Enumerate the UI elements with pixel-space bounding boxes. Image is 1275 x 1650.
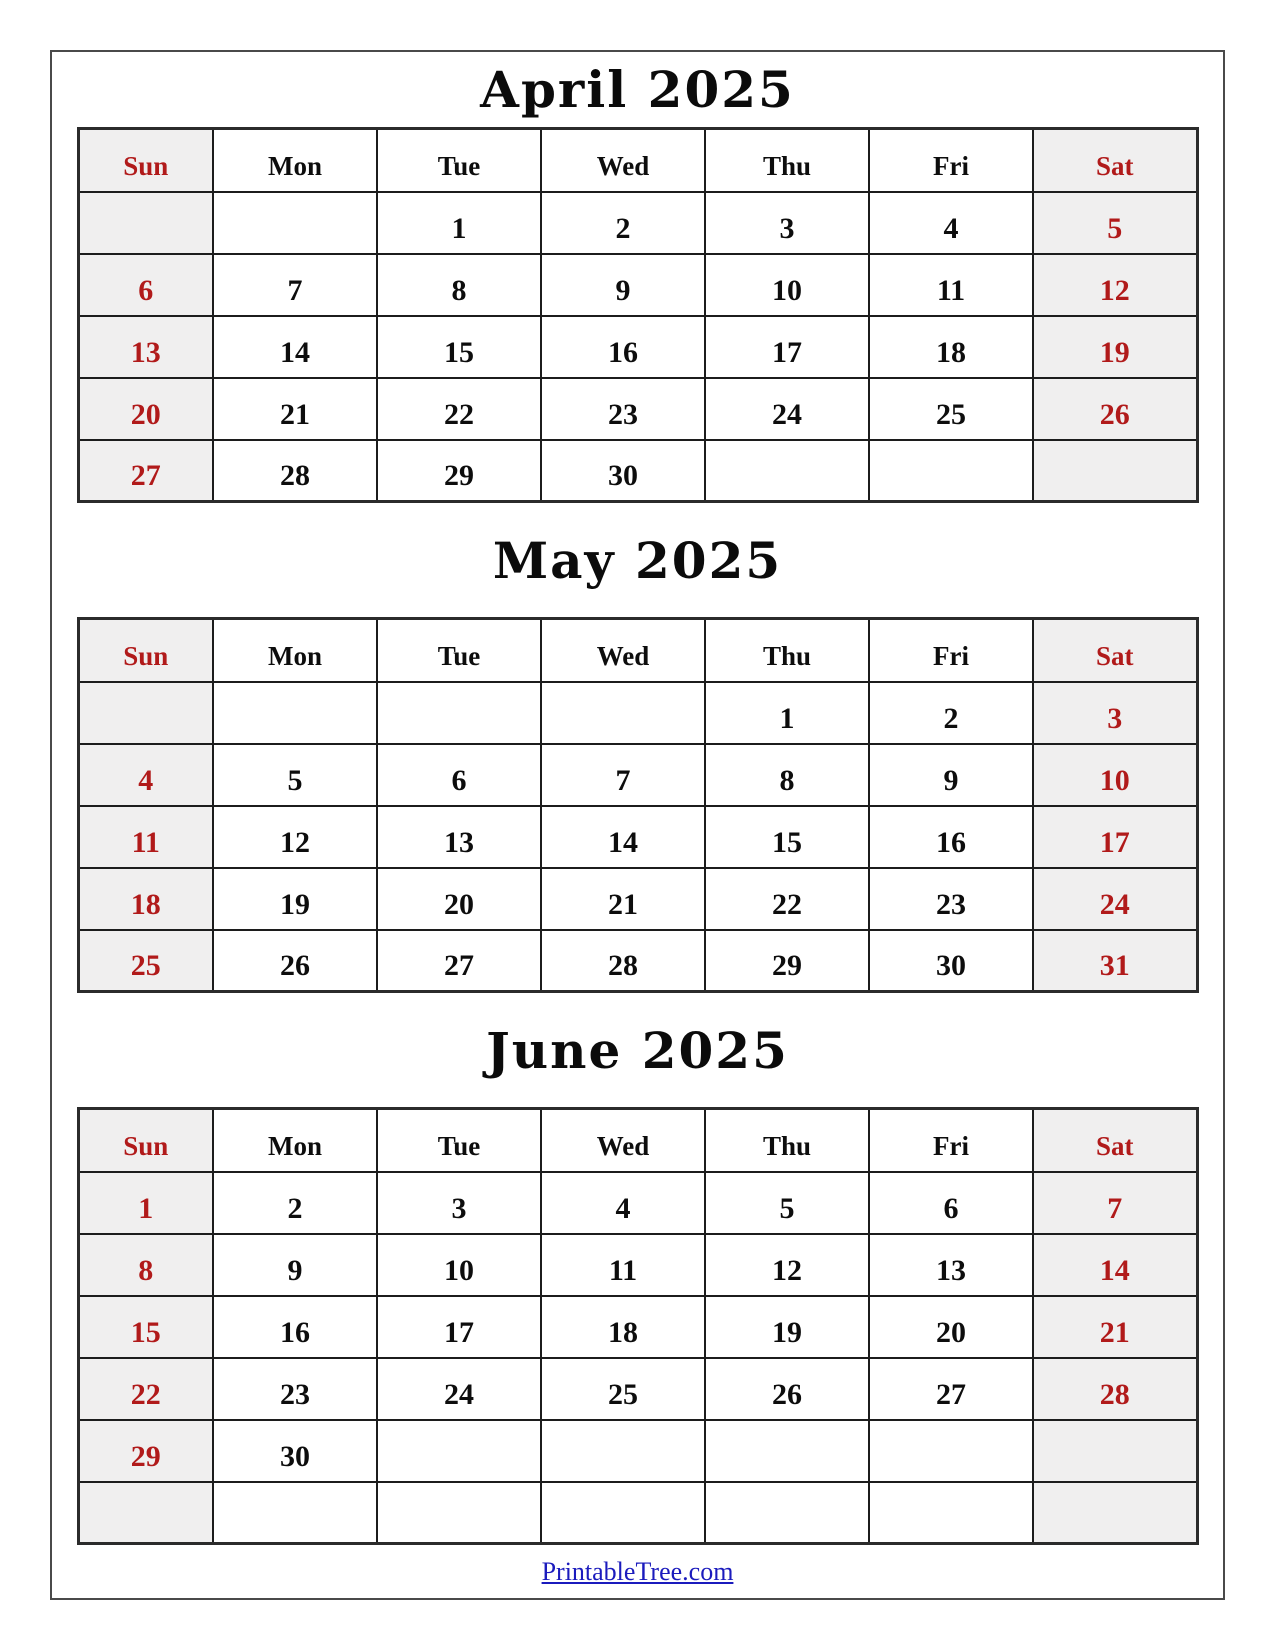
empty-day-cell [78,1482,213,1544]
day-cell: 15 [705,806,869,868]
week-row [78,1482,1197,1544]
week-row [78,254,1197,316]
day-cell: 19 [1033,316,1197,378]
day-cell: 27 [377,930,541,992]
day-cell: 24 [705,378,869,440]
day-cell: 28 [1033,1358,1197,1420]
day-cell: 16 [213,1296,377,1358]
weekday-header-tue: Tue [377,129,541,192]
day-cell: 5 [1033,192,1197,254]
day-cell: 27 [78,440,213,502]
weekday-header-sun: Sun [78,619,213,682]
weekday-header-sat: Sat [1033,129,1197,192]
day-cell: 23 [869,868,1033,930]
day-cell: 8 [377,254,541,316]
day-cell: 26 [1033,378,1197,440]
weekday-header-mon: Mon [213,129,377,192]
day-cell: 17 [1033,806,1197,868]
month-calendar-table [77,1107,1199,1545]
day-cell: 5 [213,744,377,806]
day-cell: 3 [705,192,869,254]
day-cell: 23 [541,378,705,440]
empty-day-cell [541,1482,705,1544]
empty-day-cell [213,682,377,744]
empty-day-cell [213,1482,377,1544]
week-row [78,192,1197,254]
empty-day-cell [869,440,1033,502]
day-cell: 10 [705,254,869,316]
week-row [78,868,1197,930]
weekday-header-fri: Fri [869,1109,1033,1172]
day-cell: 20 [78,378,213,440]
footer-link[interactable]: PrintableTree.com [541,1556,734,1586]
page-footer [52,1545,1223,1598]
day-cell: 22 [377,378,541,440]
day-cell: 10 [1033,744,1197,806]
day-cell: 9 [869,744,1033,806]
day-cell: 11 [541,1234,705,1296]
day-cell: 18 [78,868,213,930]
weekday-header-fri: Fri [869,129,1033,192]
week-row [78,1358,1197,1420]
day-cell: 16 [541,316,705,378]
page-border-frame [50,50,1225,1600]
day-cell: 22 [78,1358,213,1420]
day-cell: 31 [1033,930,1197,992]
week-row [78,1420,1197,1482]
weekday-header-wed: Wed [541,129,705,192]
day-cell: 4 [78,744,213,806]
day-cell: 12 [213,806,377,868]
day-cell: 12 [705,1234,869,1296]
day-cell: 21 [213,378,377,440]
week-row [78,316,1197,378]
day-cell: 13 [78,316,213,378]
empty-day-cell [78,192,213,254]
month-calendar-table [77,617,1199,993]
day-cell: 19 [705,1296,869,1358]
day-cell: 21 [541,868,705,930]
day-cell: 4 [869,192,1033,254]
empty-day-cell [869,1482,1033,1544]
day-cell: 14 [541,806,705,868]
day-cell: 30 [213,1420,377,1482]
empty-day-cell [377,1482,541,1544]
day-cell: 29 [705,930,869,992]
weekday-header-tue: Tue [377,619,541,682]
empty-day-cell [705,440,869,502]
week-row [78,682,1197,744]
empty-day-cell [705,1420,869,1482]
day-cell: 8 [78,1234,213,1296]
empty-day-cell [1033,1420,1197,1482]
day-cell: 20 [377,868,541,930]
day-cell: 15 [377,316,541,378]
day-cell: 13 [377,806,541,868]
day-cell: 26 [213,930,377,992]
day-cell: 23 [213,1358,377,1420]
day-cell: 24 [377,1358,541,1420]
day-cell: 10 [377,1234,541,1296]
weekday-header-thu: Thu [705,619,869,682]
day-cell: 27 [869,1358,1033,1420]
day-cell: 9 [213,1234,377,1296]
weekday-header-row [78,129,1197,192]
day-cell: 9 [541,254,705,316]
month-title: May 2025 [492,530,783,590]
day-cell: 1 [377,192,541,254]
week-row [78,440,1197,502]
weekday-header-fri: Fri [869,619,1033,682]
empty-day-cell [541,1420,705,1482]
weekday-header-mon: Mon [213,1109,377,1172]
day-cell: 1 [78,1172,213,1234]
week-row [78,806,1197,868]
weekday-header-sat: Sat [1033,1109,1197,1172]
month-section [52,52,1223,503]
empty-day-cell [78,682,213,744]
day-cell: 7 [541,744,705,806]
weekday-header-wed: Wed [541,1109,705,1172]
day-cell: 11 [78,806,213,868]
week-row [78,1296,1197,1358]
weekday-header-thu: Thu [705,129,869,192]
day-cell: 1 [705,682,869,744]
day-cell: 12 [1033,254,1197,316]
weekday-header-sat: Sat [1033,619,1197,682]
day-cell: 17 [705,316,869,378]
day-cell: 6 [377,744,541,806]
day-cell: 11 [869,254,1033,316]
weekday-header-mon: Mon [213,619,377,682]
day-cell: 4 [541,1172,705,1234]
weekday-header-row [78,619,1197,682]
day-cell: 8 [705,744,869,806]
day-cell: 25 [541,1358,705,1420]
day-cell: 2 [541,192,705,254]
week-row [78,930,1197,992]
weekday-header-wed: Wed [541,619,705,682]
empty-day-cell [377,682,541,744]
empty-day-cell [1033,1482,1197,1544]
day-cell: 24 [1033,868,1197,930]
day-cell: 2 [213,1172,377,1234]
month-section [52,993,1223,1545]
month-title: April 2025 [480,60,795,119]
empty-day-cell [705,1482,869,1544]
day-cell: 18 [869,316,1033,378]
day-cell: 22 [705,868,869,930]
day-cell: 7 [1033,1172,1197,1234]
month-calendar-table [77,127,1199,503]
month-section [52,503,1223,993]
empty-day-cell [1033,440,1197,502]
day-cell: 28 [541,930,705,992]
weekday-header-sun: Sun [78,1109,213,1172]
day-cell: 30 [541,440,705,502]
month-title: June 2025 [486,1020,789,1080]
day-cell: 26 [705,1358,869,1420]
day-cell: 20 [869,1296,1033,1358]
empty-day-cell [869,1420,1033,1482]
week-row [78,1172,1197,1234]
week-row [78,1234,1197,1296]
empty-day-cell [213,192,377,254]
day-cell: 15 [78,1296,213,1358]
day-cell: 7 [213,254,377,316]
day-cell: 30 [869,930,1033,992]
day-cell: 17 [377,1296,541,1358]
day-cell: 18 [541,1296,705,1358]
empty-day-cell [541,682,705,744]
weekday-header-thu: Thu [705,1109,869,1172]
day-cell: 6 [78,254,213,316]
week-row [78,378,1197,440]
day-cell: 2 [869,682,1033,744]
day-cell: 28 [213,440,377,502]
day-cell: 29 [377,440,541,502]
week-row [78,744,1197,806]
day-cell: 16 [869,806,1033,868]
day-cell: 21 [1033,1296,1197,1358]
weekday-header-sun: Sun [78,129,213,192]
day-cell: 25 [78,930,213,992]
day-cell: 13 [869,1234,1033,1296]
day-cell: 14 [1033,1234,1197,1296]
day-cell: 19 [213,868,377,930]
day-cell: 5 [705,1172,869,1234]
day-cell: 6 [869,1172,1033,1234]
day-cell: 29 [78,1420,213,1482]
weekday-header-row [78,1109,1197,1172]
empty-day-cell [377,1420,541,1482]
day-cell: 3 [377,1172,541,1234]
day-cell: 25 [869,378,1033,440]
weekday-header-tue: Tue [377,1109,541,1172]
calendar-months [52,52,1223,1545]
day-cell: 14 [213,316,377,378]
day-cell: 3 [1033,682,1197,744]
